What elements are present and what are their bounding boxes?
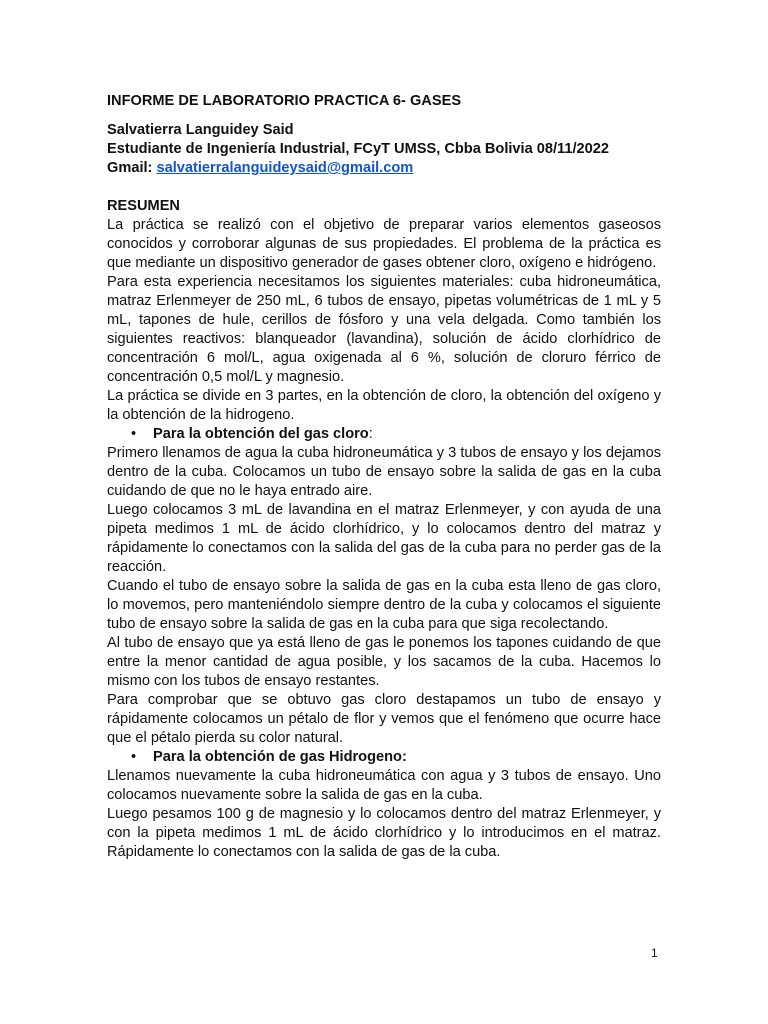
paragraph: Cuando el tubo de ensayo sobre la salida de gas en la cuba esta lleno de gas cloro, lo movemos, pero manteniéndolo siempre dentro de la cuba y colocamos el siguiente tubo de ensayo sobre la salida de gas en la cuba para que siga recolectando. bbox=[107, 578, 661, 632]
document-page bbox=[107, 92, 661, 862]
author-name: Salvatierra Languidey Said bbox=[107, 122, 294, 138]
bullet-item-cloro bbox=[107, 425, 661, 444]
spacer bbox=[107, 178, 661, 197]
email-link[interactable]: salvatierralanguideysaid@gmail.com bbox=[156, 160, 414, 176]
bullet-icon: • bbox=[131, 426, 137, 442]
page-number: 1 bbox=[651, 946, 658, 960]
resumen-heading: RESUMEN bbox=[107, 198, 180, 214]
paragraph: Llenamos nuevamente la cuba hidroneumática con agua y 3 tubos de ensayo. Uno colocamos nuevamente sobre la salida de gas en la cuba. bbox=[107, 768, 661, 803]
bullet-item-hidrogeno bbox=[107, 748, 661, 767]
email-line bbox=[107, 159, 661, 178]
bullet-colon: : bbox=[368, 426, 373, 442]
paragraph: La práctica se realizó con el objetivo de preparar varios elementos gaseosos conocidos y corroborar algunas de sus propiedades. El problema de la práctica es que mediante un dispositivo generador de gases obtener cloro, oxígeno e hidrógeno. bbox=[107, 217, 661, 271]
paragraph: Primero llenamos de agua la cuba hidroneumática y 3 tubos de ensayo y los dejamos dentro de la cuba. Colocamos un tubo de ensayo sobre la salida de gas en la cuba cuidando de que no le haya entrado aire. bbox=[107, 445, 661, 499]
paragraph: Al tubo de ensayo que ya está lleno de gas le ponemos los tapones cuidando de que entre la menor cantidad de agua posible, y los sacamos de la cuba. Hacemos lo mismo con los tubos de ensayo restantes. bbox=[107, 635, 661, 689]
paragraph: Luego colocamos 3 mL de lavandina en el matraz Erlenmeyer, y con ayuda de una pipeta medimos 1 mL de ácido clorhídrico, y lo colocamos dentro del matraz y rápidamente lo conectamos con la salida del gas de la cuba para no perder gas de la reacción. bbox=[107, 502, 661, 575]
paragraph: Para esta experiencia necesitamos los siguientes materiales: cuba hidroneumática, matraz Erlenmeyer de 250 mL, 6 tubos de ensayo, pipetas volumétricas de 1 mL y 5 mL, tapones de hule, cerillos de fósforo y una vela delgada. Como también los siguientes reactivos: blanqueador (lavandina), solución de ácido clorhídrico de concentración 6 mol/L, agua oxigenada al 6 %, solución de cloruro férrico de concentración 0,5 mol/L y magnesio. bbox=[107, 274, 661, 385]
bullet-heading: Para la obtención de gas Hidrogeno: bbox=[153, 749, 407, 765]
bullet-icon: • bbox=[131, 749, 137, 765]
paragraph: La práctica se divide en 3 partes, en la obtención de cloro, la obtención del oxígeno y la obtención de la hidrogeno. bbox=[107, 388, 661, 423]
document-title: INFORME DE LABORATORIO PRACTICA 6- GASES bbox=[107, 93, 462, 109]
gmail-label: Gmail: bbox=[107, 160, 153, 176]
paragraph: Para comprobar que se obtuvo gas cloro destapamos un tubo de ensayo y rápidamente colocamos un pétalo de flor y vemos que el fenómeno que ocurre hace que el pétalo pierda su color natural. bbox=[107, 692, 661, 746]
paragraph: Luego pesamos 100 g de magnesio y lo colocamos dentro del matraz Erlenmeyer, y con la pipeta medimos 1 mL de ácido clorhídrico y lo introducimos en el matraz. Rápidamente lo conectamos con la salida de gas de la cuba. bbox=[107, 806, 661, 860]
bullet-heading: Para la obtención del gas cloro bbox=[153, 426, 369, 442]
author-affiliation: Estudiante de Ingeniería Industrial, FCyT UMSS, Cbba Bolivia 08/11/2022 bbox=[107, 141, 610, 157]
